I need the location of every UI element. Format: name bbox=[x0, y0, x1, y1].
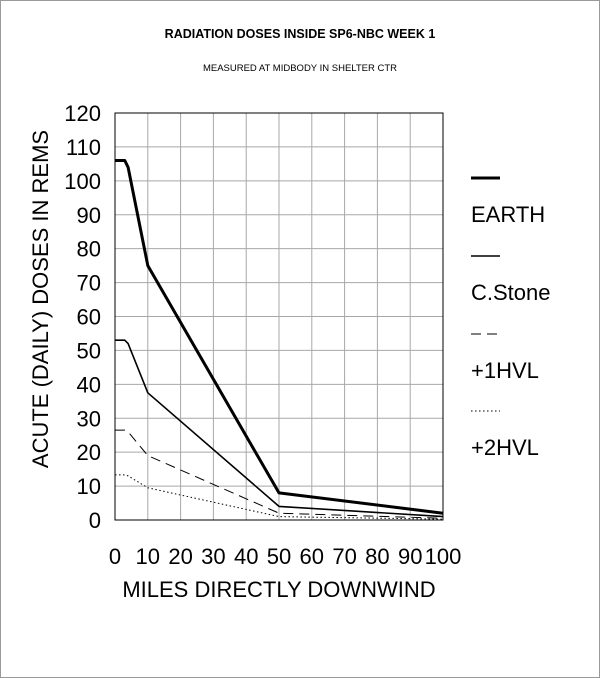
legend-label: +2HVL bbox=[471, 435, 539, 460]
y-tick-label: 0 bbox=[88, 508, 101, 533]
x-tick-label: 70 bbox=[332, 544, 357, 569]
legend-label: EARTH bbox=[471, 202, 546, 227]
y-tick-labels bbox=[64, 101, 101, 533]
y-tick-label: 50 bbox=[76, 338, 101, 364]
y-tick-label: 80 bbox=[76, 236, 101, 262]
x-tick-label: 40 bbox=[233, 544, 259, 569]
y-tick-label: 10 bbox=[76, 474, 101, 500]
y-tick-label: 100 bbox=[64, 168, 101, 194]
y-tick-label: 40 bbox=[76, 372, 101, 398]
x-tick-label: 60 bbox=[299, 544, 325, 569]
x-tick-label: 50 bbox=[266, 544, 292, 569]
y-tick-label: 30 bbox=[76, 406, 101, 432]
x-tick-label: 100 bbox=[424, 544, 462, 569]
grid-lines bbox=[115, 113, 443, 520]
y-tick-label: 60 bbox=[76, 304, 101, 330]
legend-label: +1HVL bbox=[471, 358, 539, 383]
x-tick-label: 10 bbox=[135, 544, 161, 569]
y-tick-label: 110 bbox=[65, 134, 101, 160]
y-tick-label: 20 bbox=[76, 440, 101, 466]
x-tick-label: 90 bbox=[397, 544, 423, 569]
x-tick-label: 30 bbox=[201, 544, 226, 569]
x-tick-labels bbox=[109, 544, 461, 569]
legend-label: C.Stone bbox=[471, 280, 551, 305]
chart-title: RADIATION DOSES INSIDE SP6-NBC WEEK 1 bbox=[164, 27, 436, 41]
y-tick-label: 90 bbox=[76, 202, 101, 228]
x-axis-label: MILES DIRECTLY DOWNWIND bbox=[122, 577, 436, 602]
y-tick-label: 120 bbox=[64, 101, 101, 126]
y-tick-label: 70 bbox=[76, 270, 101, 296]
y-axis-label: ACUTE (DAILY) DOSES IN REMS bbox=[28, 129, 53, 469]
x-tick-label: 20 bbox=[168, 544, 193, 569]
chart-subtitle: MEASURED AT MIDBODY IN SHELTER CTR bbox=[202, 63, 398, 74]
x-tick-label: 0 bbox=[108, 544, 122, 569]
x-tick-label: 80 bbox=[365, 544, 390, 569]
legend bbox=[471, 178, 551, 460]
